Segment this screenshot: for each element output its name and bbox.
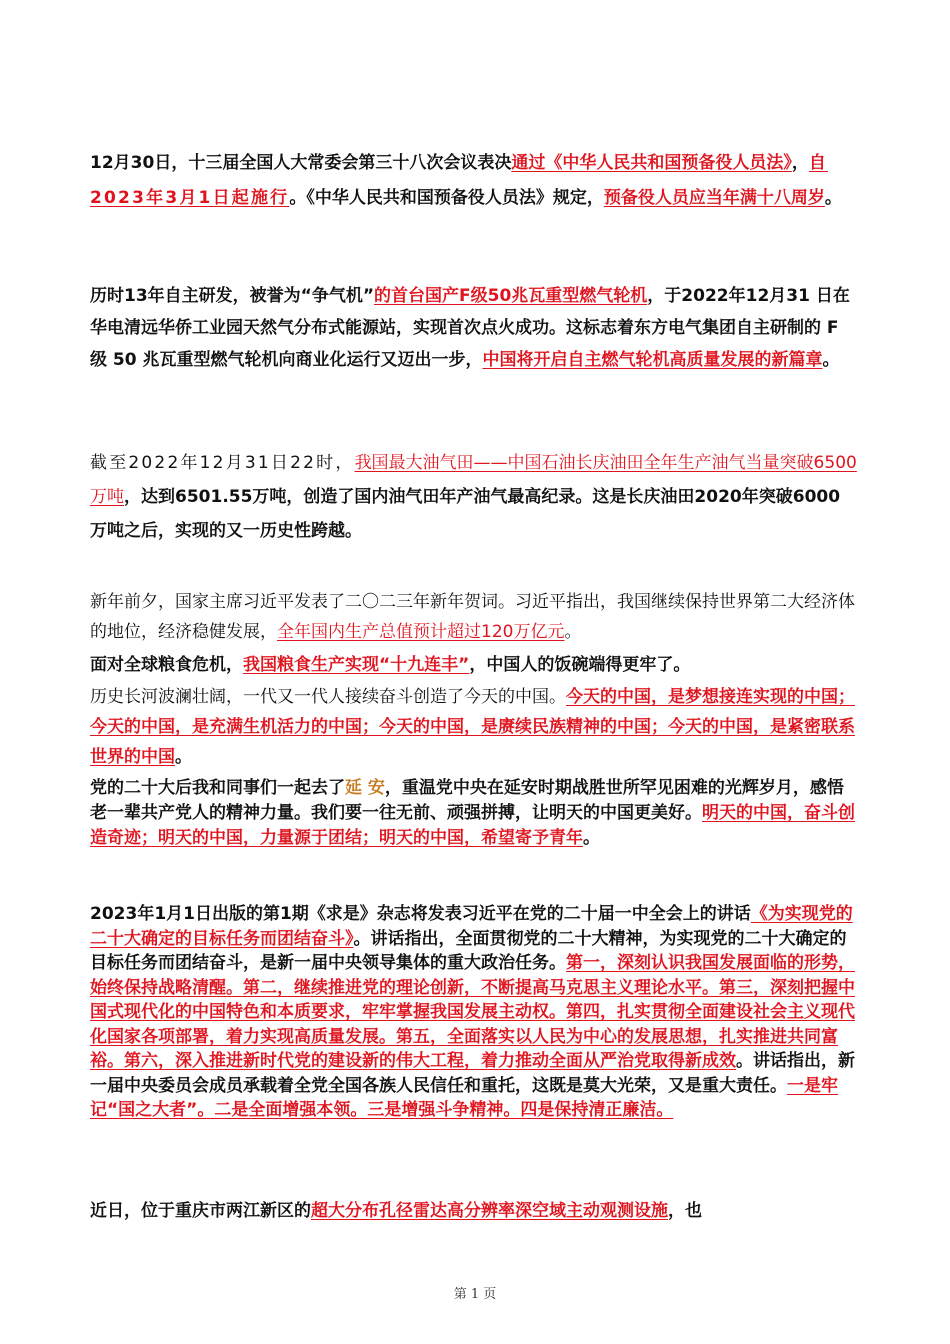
paragraph-reserve-law: [90, 146, 860, 216]
text-run: 。: [583, 828, 600, 848]
text-run: ，中国人的饭碗端得更牢了。: [469, 655, 691, 675]
paragraph-yanan: [90, 776, 860, 851]
highlight-text: 今天的中国，是梦想接连实现的中国；今天的中国，是充满生机活力的中国；今天的中国，是赓续民族精神的中国；今天的中国，是紧密联系世界的中国: [90, 687, 855, 767]
text-run: 2023年1月1日出版的第1期《求是》杂志将发表习近平在党的二十届一中全会上的讲话: [90, 904, 751, 924]
text-run: 。《中华人民共和国预备役人员法》规定，: [289, 188, 604, 208]
text-run: 。: [564, 622, 582, 642]
paragraph-gas-turbine: [90, 280, 860, 376]
text-run: 面对全球粮食危机，: [90, 655, 243, 675]
text-run: 。讲话指出，新一届中央委员会成员承载着全党全国各族人民信任和重托，这既是莫大光荣，又是重大责任。: [90, 1051, 855, 1096]
text-run: 。讲话指出，全面贯彻党的二十大精神，为实现党的二十大确定的目标任务而团结奋斗，是新一届中央领导集体的重大政治任务。: [90, 928, 847, 973]
page-number: 第 1 页: [453, 1287, 497, 1302]
highlight-text: 我国粮食生产实现“十九连丰”: [243, 655, 470, 675]
highlight-text: 预备役人员应当年满十八周岁: [603, 188, 825, 208]
highlight-text: 一是牢记“国之大者”。二是全面增强本领。三是增强斗争精神。四是保持清正廉洁。: [90, 1075, 838, 1120]
highlight-text: 的首台国产F级50兆瓦重型燃气轮机: [374, 286, 648, 306]
paragraph-radar: [90, 1196, 860, 1226]
text-run: 党的二十大后我和同事们一起去了: [90, 778, 345, 798]
text-run: 。: [824, 188, 842, 208]
highlight-text: 超大分布孔径雷达高分辨率深空域主动观测设施: [311, 1201, 668, 1221]
place-name: 延 安: [345, 778, 385, 798]
text-run: 12月30日，十三届全国人大常委会第三十八次会议表决: [90, 153, 512, 173]
text-run: 新年前夕，国家主席习近平发表了二〇二三年新年贺词。习近平指出，我国继续保持世界第二大经济体的地位，经济稳健发展，: [90, 592, 855, 642]
highlight-text: 全年国内生产总值预计超过120万亿元: [277, 622, 565, 642]
text-run: 历史长河波澜壮阔，一代又一代人接续奋斗创造了今天的中国。: [90, 687, 566, 707]
text-run: 截至2022年12月31日22时，: [90, 453, 355, 473]
text-run: 近日，位于重庆市两江新区的: [90, 1201, 311, 1221]
paragraph-new-year-address: [90, 587, 860, 647]
text-run: ，达到6501.55万吨，创造了国内油气田年产油气最高纪录。这是长庆油田2020年突破6000 万吨之后，实现的又一历史性跨越。: [90, 487, 841, 541]
highlight-text: 我国最大油气田——中国石油长庆油田全年生产油气当量突破6500万吨: [90, 453, 857, 507]
paragraph-grain: [90, 650, 860, 680]
paragraph-oilfield: [90, 446, 860, 548]
text-run: ，于2022年12月31 日在华电清远华侨工业园天然气分布式能源站，实现首次点火成功。这标志着东方电气集团自主研制的 F 级 50 兆瓦重型燃气轮机向商业化运行又迈出一步，: [90, 286, 850, 370]
highlight-text: 通过《中华人民共和国预备役人员法》: [511, 153, 792, 173]
text-run: ，重温党中央在延安时期战胜世所罕见困难的光辉岁月，感悟老一辈共产党人的精神力量。我们要一往无前、顽强拼搏，让明天的中国更美好。: [90, 778, 844, 823]
text-run: 。: [822, 350, 840, 370]
highlight-text: 第一，深刻认识我国发展面临的形势，始终保持战略清醒。第二，继续推进党的理论创新，不断提高马克思主义理论水平。第三，深刻把握中国式现代化的中国特色和本质要求，牢牢掌握我国发展主动权。第四，扎实贯彻全面建设社会主义现代化国家各项部署，着力实现高质量发展。第五，全面落实以人民为中心的发展思想，扎实推进共同富裕。第六，深入推进新时代党的建设新的伟大工程，着力推动全面从严治党取得新成效: [90, 953, 855, 1071]
paragraph-today-china: [90, 682, 860, 772]
paragraph-qiushi-speech: [90, 902, 860, 1123]
text-run: 。: [175, 747, 192, 767]
highlight-text: 明天的中国，奋斗创造奇迹；明天的中国，力量源于团结；明天的中国，希望寄予青年: [90, 803, 855, 848]
highlight-text: 自2023年3月1日起施行: [90, 153, 829, 208]
text-run: ，也: [668, 1201, 702, 1221]
text-run: ，: [791, 153, 809, 173]
text-run: 历时13年自主研发，被誉为“争气机”: [90, 286, 375, 306]
highlight-text: 《为实现党的二十大确定的目标任务而团结奋斗》: [90, 904, 853, 949]
highlight-text: 中国将开启自主燃气轮机高质量发展的新篇章: [482, 350, 823, 370]
